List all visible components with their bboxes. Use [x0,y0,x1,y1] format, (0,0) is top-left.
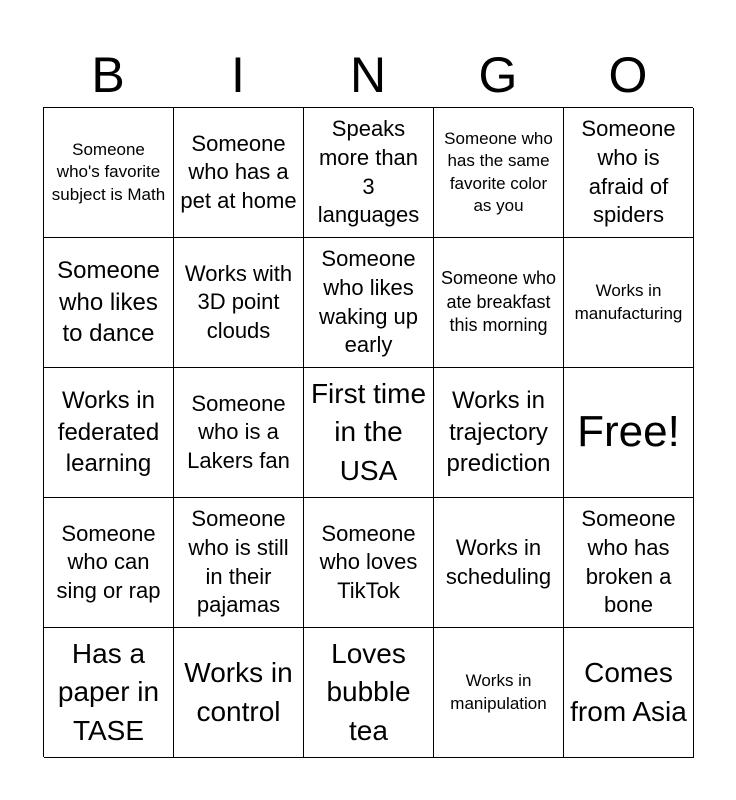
bingo-cell[interactable] [564,238,694,368]
bingo-cell[interactable] [44,108,174,238]
cell-text: Someone who likes to dance [57,256,160,348]
header-letter-i: I [231,47,245,103]
bingo-cell[interactable] [434,368,564,498]
cell-text: Someone who has the same favorite color as you [444,129,553,215]
bingo-cell[interactable] [304,238,434,368]
bingo-cell[interactable] [174,368,304,498]
header-letter-g: G [478,47,518,103]
free-space-text: Free! [577,407,680,457]
cell-text: Speaks more than 3 languages [317,116,420,228]
bingo-cell[interactable] [304,628,434,758]
cell-text: Works in manufacturing [574,281,683,323]
bingo-cell[interactable] [304,368,434,498]
cell-text: Works in federated learning [57,386,160,478]
free-space-cell[interactable] [564,368,694,498]
bingo-cell[interactable] [44,238,174,368]
cell-text: First time in the USA [310,377,427,486]
bingo-header [43,44,693,106]
cell-text: Works in scheduling [445,534,552,589]
bingo-cell[interactable] [564,628,694,758]
cell-text: Works in manipulation [450,671,547,713]
bingo-cell[interactable] [44,498,174,628]
bingo-cell[interactable] [434,628,564,758]
cell-text: Works in trajectory prediction [446,386,551,478]
cell-text: Comes from Asia [570,656,687,727]
bingo-cell[interactable] [564,498,694,628]
cell-text: Someone who's favorite subject is Math [51,140,166,204]
cell-text: Works in control [184,656,293,727]
cell-text: Works with 3D point clouds [184,260,293,343]
cell-text: Loves bubble tea [326,637,411,746]
bingo-cell[interactable] [564,108,694,238]
bingo-cell[interactable] [174,108,304,238]
bingo-cell[interactable] [304,108,434,238]
bingo-cell[interactable] [174,628,304,758]
header-letter-b: B [91,47,125,103]
header-letter-o: O [608,47,648,103]
cell-text: Someone who ate breakfast this morning [440,267,557,336]
bingo-board [43,107,693,757]
cell-text: Someone who is afraid of spiders [581,116,676,228]
cell-text: Someone who likes waking up early [318,246,419,358]
bingo-cell[interactable] [434,108,564,238]
header-letter-n: N [349,47,387,103]
cell-text: Someone who is a Lakers fan [187,390,290,473]
cell-text: Someone who can sing or rap [56,520,161,603]
bingo-cell[interactable] [44,628,174,758]
cell-text: Someone who has a pet at home [180,130,297,213]
bingo-cell[interactable] [434,238,564,368]
cell-text: Someone who loves TikTok [319,520,418,603]
bingo-cell[interactable] [304,498,434,628]
bingo-cell[interactable] [44,368,174,498]
bingo-cell[interactable] [174,498,304,628]
bingo-cell[interactable] [174,238,304,368]
cell-text: Has a paper in TASE [57,637,160,746]
bingo-cell[interactable] [434,498,564,628]
cell-text: Someone who is still in their pajamas [188,506,289,618]
cell-text: Someone who has broken a bone [581,506,676,618]
